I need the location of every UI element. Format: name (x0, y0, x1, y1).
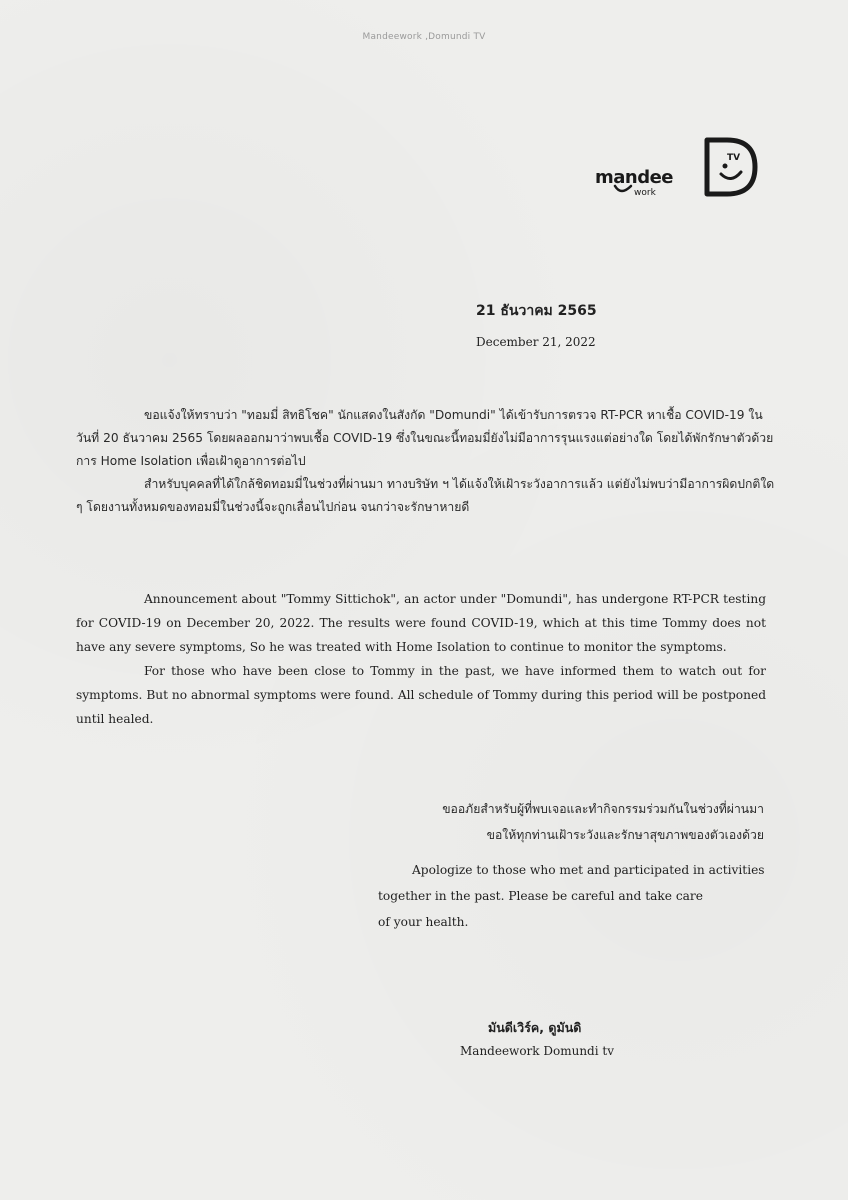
apology-thai-line-2: ขอให้ทุกท่านเฝ้าระวังและรักษาสุขภาพของตัวเองด้วย (486, 828, 764, 842)
domundi-logo-eye (723, 164, 728, 169)
mandee-logo-text: mandee (595, 167, 674, 188)
signature-thai: มันดีเวิร์ค, ดูมันดิ (488, 1020, 582, 1035)
english-paragraph-2: For those who have been close to Tommy in the past, we have informed them to watch out for symptoms. But no abnormal symptoms were found. All schedule of Tommy during this period will be postponed until healed. (76, 664, 766, 726)
apology-thai-line-1: ขออภัยสำหรับผู้ที่พบเจอและทำกิจกรรมร่วมกันในช่วงที่ผ่านมา (442, 802, 764, 816)
domundi-logo-smile (721, 172, 741, 179)
thai-paragraph-2: สำหรับบุคคลที่ได้ใกล้ชิดทอมมี่ในช่วงที่ผ่านมา ทางบริษัท ฯ ได้แจ้งให้เฝ้าระวังอาการแล้ว แต่ยังไม่พบว่ามีอาการผิดปกติใด ๆ โดยงานทั้งหมดของทอมมี่ในช่วงนี้จะถูกเลื่อนไปก่อน จนกว่าจะรักษาหายดี (76, 477, 775, 514)
domundi-logo-tv: TV (727, 153, 741, 163)
thai-paragraph-1: ขอแจ้งให้ทราบว่า "ทอมมี่ สิทธิโชค" นักแสดงในสังกัด "Domundi" ได้เข้ารับการตรวจ RT-PCR หาเชื้อ COVID-19 ในวันที่ 20 ธันวาคม 2565 โดยผลออกมาว่าพบเชื้อ COVID-19 ซึ่งในขณะนี้ทอมมี่ยังไม่มีอาการรุนแรงแต่อย่างใด โดยได้พักรักษาตัวด้วยการ Home Isolation เพื่อเฝ้าดูอาการต่อไป (76, 408, 774, 468)
apology-thai (380, 796, 764, 848)
domundi-logo-d-shape (707, 140, 755, 194)
mandee-logo-subtext: work (634, 188, 656, 198)
date-english: December 21, 2022 (476, 335, 596, 349)
english-paragraph-1: Announcement about "Tommy Sittichok", an actor under "Domundi", has undergone RT-PCR testing for COVID-19 on December 20, 2022. The results were found COVID-19, which at this time Tommy does not have any severe symptoms, So he was treated with Home Isolation to continue to monitor the symptoms. (76, 592, 766, 654)
apology-english (378, 857, 778, 935)
domundi-logo (697, 132, 761, 202)
apology-english-line-1: Apologize to those who met and participated in activities (412, 863, 765, 877)
date-thai: 21 ธันวาคม 2565 (476, 303, 597, 319)
apology-english-line-2: together in the past. Please be careful and take care (378, 889, 703, 903)
header-watermark: Mandeework ,Domundi TV (362, 32, 486, 42)
signature-english: Mandeework Domundi tv (460, 1044, 614, 1058)
thai-announcement (76, 404, 776, 519)
apology-english-line-3: of your health. (378, 915, 469, 929)
english-announcement (76, 587, 766, 731)
mandeework-logo (593, 162, 675, 202)
